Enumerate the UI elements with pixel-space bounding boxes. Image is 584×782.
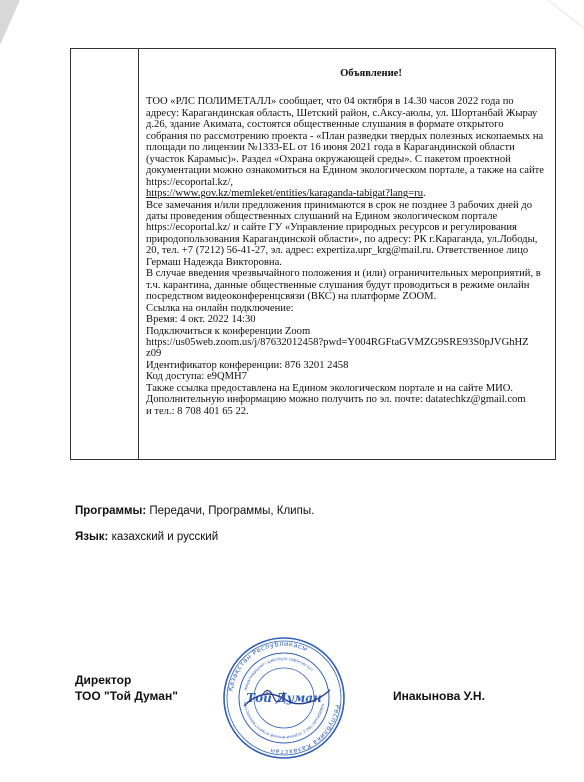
stamp-outer-bottom-text: Республика Казахстан xyxy=(269,704,342,757)
zoom-line: z09 xyxy=(146,348,162,360)
stamp-outer-text: Қазақстан Республикасы xyxy=(226,639,310,692)
zoom-line: Ссылка на онлайн подключение: xyxy=(146,302,294,314)
language-value: казахский и русский xyxy=(108,531,219,543)
signatory-position: Директор xyxy=(75,673,132,687)
signatory-company: ТОО "Той Думан" xyxy=(75,689,178,703)
notice-paragraph-2: Все замечания и/или предложения принимаются в срок не позднее 3 рабочих дней до даты проведения общественных слушаний на Едином экологическом портале https://ecoportal.kz/ и сайте ГУ «Управление природных ресурсов и регулирования природопользования Карагандинской области», по адресу: РК г.Караганда, ул.Лободы, 20, тел. +7 (7212) 56-41-27, эл. адрес: expertiza.upr_krg@mail.ru. Ответственное лицо Гермаш Надежда Викторовна. xyxy=(146,199,538,268)
zoom-line: Идентификатор конференции: 876 3201 2458 xyxy=(146,359,349,371)
programs-line xyxy=(75,505,314,517)
notice-heading: Объявление! xyxy=(340,68,402,79)
notice-link[interactable]: https://www.gov.kz/memleket/entities/karaganda-tabigat?lang=ru xyxy=(146,188,424,200)
signatory-name: Инакынова У.Н. xyxy=(393,689,485,703)
svg-text:Қазақстан Республикасы xyxy=(226,640,309,692)
language-line xyxy=(75,531,218,543)
signatory-block xyxy=(75,672,178,704)
stamp-center-text: Той Думан xyxy=(246,691,322,705)
zoom-info xyxy=(146,303,546,418)
stamp-inner-bottom-text: товарищество с ограниченной ответственностью xyxy=(242,701,326,741)
zoom-line: Время: 4 окт. 2022 14:30 xyxy=(146,314,256,326)
language-label: Язык: xyxy=(75,531,109,543)
notice-text-1: ТОО «РЛС ПОЛИМЕТАЛЛ» сообщает, что 04 октября в 14.30 часов 2022 года по адресу: Карагандинская область, Шетский район, с.Аксу-аюлы, ул. Шортанбай Жырау д.26, здание Акимата, состоятся общественные слушания в формате открытого собрания по рассмотрению проекта - «План разведки твердых полезных ископаемых на площади по лицензии №1333-EL от 16 июня 2021 года в Карагандинской области (участок Карамыс)». Раздел «Охрана окружающей среды». С пакетом проектной документации можно ознакомиться на Едином экологическом портале, а также на сайте https://ecoportal.kz/, xyxy=(146,96,544,188)
zoom-line: Также ссылка предоставлена на Едином экологическом портале и на сайте МИО. xyxy=(146,382,514,394)
svg-text:товарищество с ограниченной от xyxy=(242,701,326,740)
zoom-line: и тел.: 8 708 401 65 22. xyxy=(146,405,249,417)
zoom-line: Дополнительную информацию можно получить по эл. почте: datatechkz@gmail.com xyxy=(146,394,526,406)
programs-label: Программы: xyxy=(75,505,147,517)
zoom-line: Код доступа: e9QMH7 xyxy=(146,371,247,383)
zoom-line: Подключиться к конференции Zoom xyxy=(146,325,311,337)
programs-value: Передачи, Программы, Клипы. xyxy=(146,505,315,517)
company-stamp xyxy=(222,636,346,760)
notice-paragraph-3: В случае введения чрезвычайного положения и (или) ограничительных мероприятий, в т.ч. карантина, данные общественные слушания будут проводиться в режиме онлайн посредством видеоконференцсвязи (ВКС) на платформе ZOOM. xyxy=(146,268,541,303)
stamp-inner-top-text: жауапкершілігі шектеулі серіктестігі xyxy=(242,655,315,692)
notice-paragraph-1: ТОО «РЛС ПОЛИМЕТАЛЛ» сообщает, что 04 октября в 14.30 часов 2022 года по адресу: Карагандинская область, Шетский район, с.Аксу-аюлы, ул. Шортанбай Жырау д.26, здание Акимата, состоятся общественные слушания в формате открытого собрания по рассмотрению проекта - «План разведки твердых полезных ископаемых на площади по лицензии №1333-EL от 16 июня 2021 года в Карагандинской области (участок Карамыс)». Раздел «Охрана окружающей среды». С пакетом проектной документации можно ознакомиться на Едином экологическом портале, а также на сайте https://ecoportal.kz/, https://www.gov.kz/memleket/entities/karaganda-tabigat?lang=ru. xyxy=(146,96,544,200)
table-column-divider xyxy=(138,49,139,459)
notice-body xyxy=(146,68,546,417)
zoom-link[interactable]: https://us05web.zoom.us/j/87632012458?pwd=Y004RGFtaGVMZG9SRE93S0pJVGhHZ xyxy=(146,336,529,348)
svg-text:жауапкершілігі шектеулі серікт xyxy=(243,656,314,691)
